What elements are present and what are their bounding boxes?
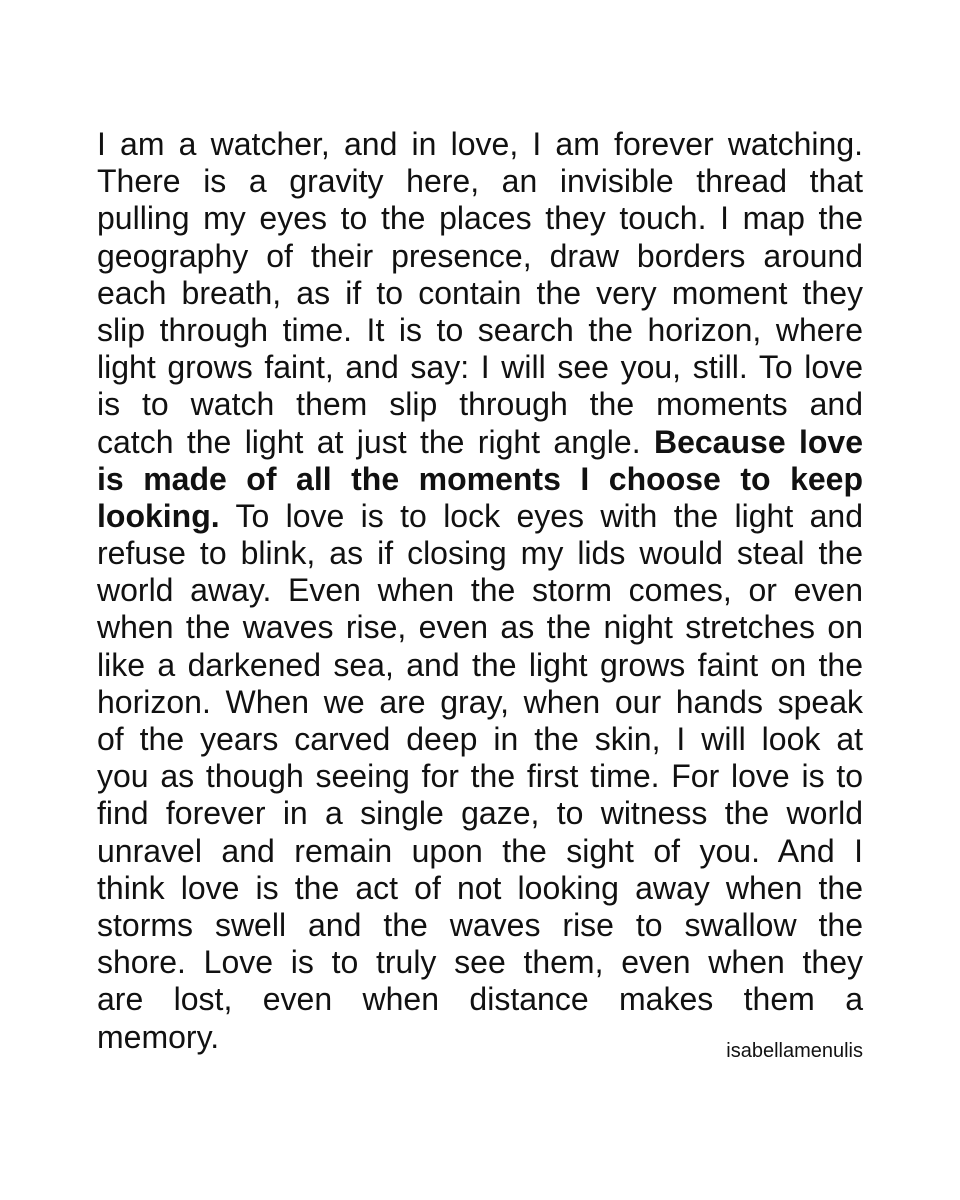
poem-emphasis: looking. [97,497,220,534]
poem-segment: think love is the act of not looking away when the [97,869,863,906]
poem-line [97,275,863,312]
poem-segment: of the years carved deep in the skin, I will look at [97,721,863,757]
poem-segment: unravel and remain upon the sight of you. And I [97,832,863,869]
poem-segment: shore. Love is to truly see them, even when they [97,944,863,981]
poem-segment: like a darkened sea, and the light grows faint on the [97,646,863,683]
poem-segment: memory. [97,1018,220,1055]
poem-segment: you as though seeing for the first time. For love is to [97,758,863,795]
poem-segment: refuse to blink, as if closing my lids would steal the [97,535,863,572]
poem-line [97,312,863,349]
poem-line [97,200,863,237]
poem-emphasis: is made of all the moments I choose to keep [97,460,863,497]
poem-line [97,944,863,981]
poem-segment: To love is to lock eyes with the light and [219,497,863,534]
poem-line [97,126,863,163]
poem-segment: geography of their presence, draw borders around [97,237,863,274]
poem-line [97,721,863,758]
poem-line [97,238,863,275]
poem-segment: pulling my eyes to the places they touch. I map the [97,200,863,237]
poem-segment: is to watch them slip through the moments and [97,386,863,423]
poem-line [97,386,863,423]
poem-line [97,498,863,535]
author-credit: isabellamenulis [726,1040,863,1062]
poem-segment: storms swell and the waves rise to swallow the [97,906,863,943]
poem-line [97,795,863,832]
poem-line [97,870,863,907]
poem-segment: when the waves rise, even as the night stretches on [97,609,863,646]
poem-line [97,163,863,200]
poem-segment: horizon. When we are gray, when our hands speak [97,683,863,720]
poem-segment: are lost, even when distance makes them a [97,981,863,1018]
poem-segment: slip through time. It is to search the horizon, where [97,311,863,348]
poem-segment: catch the light at just the right angle. [97,423,654,460]
poem-line [97,572,863,609]
poem-segment: each breath, as if to contain the very moment they [97,274,863,311]
poem-line [97,833,863,870]
poem-line [97,535,863,572]
poem-emphasis: Because love [653,423,864,460]
poem-line [97,758,863,795]
poem-line [97,981,863,1018]
poem-line [97,609,863,646]
poem-line [97,684,863,721]
poem-segment: find forever in a single gaze, to witness the world [97,795,863,832]
poem-text [97,126,863,1056]
poem-segment: world away. Even when the storm comes, or even [97,572,863,609]
poem-line [97,461,863,498]
poem-line [97,424,863,461]
poem-segment: light grows faint, and say: I will see you, still. To love [97,349,863,386]
poem-segment: I am a watcher, and in love, I am forever watching. [97,126,863,162]
poem-segment: There is a gravity here, an invisible thread that [97,163,863,200]
poem-line [97,349,863,386]
poem-line [97,647,863,684]
poem-line [97,907,863,944]
